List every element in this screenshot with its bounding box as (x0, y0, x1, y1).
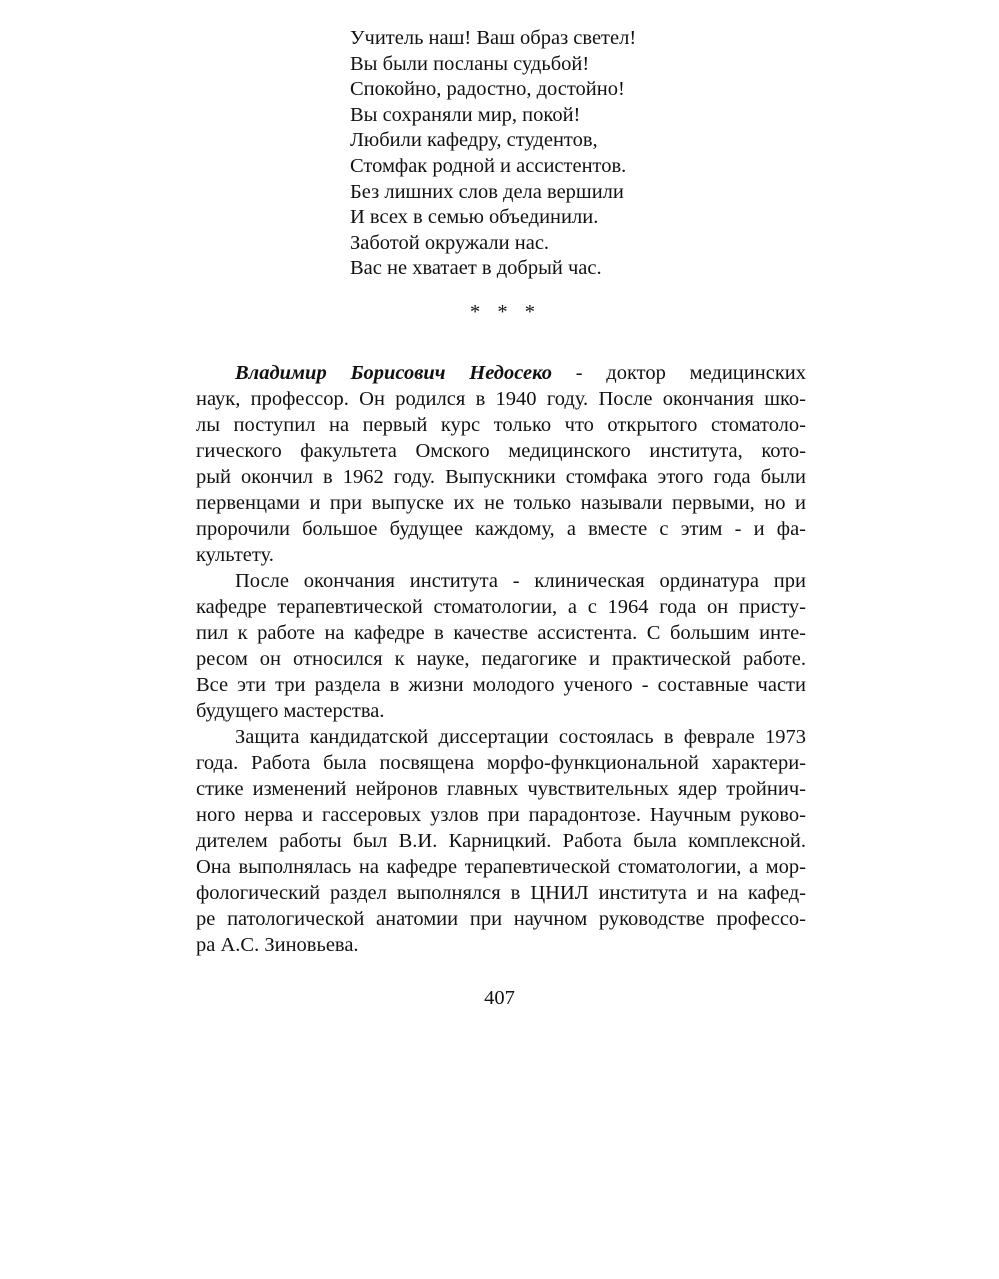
page-number: 407 (484, 987, 515, 1009)
paragraph-line: После окончания института - клиническая ординатура при (235, 570, 806, 592)
person-name: Владимир Борисович Недосеко (235, 362, 553, 384)
poem-line: И всех в семью объединили. (350, 206, 599, 229)
poem-line: Без лишних слов дела вершили (350, 180, 624, 203)
poem-line: Заботой окружали нас. (350, 231, 550, 254)
paragraph-line: дителем работы был В.И. Карницкий. Работа была комплексной. (196, 830, 806, 852)
paragraph-line: кафедре терапевтической стоматологии, а с 1964 года он присту- (196, 596, 806, 618)
paragraph-line: ре патологической анатомии при научном руководстве профессо- (196, 908, 806, 930)
paragraph-line: Все эти три раздела в жизни молодого ученого - составные части (196, 674, 806, 696)
poem-line: Любили кафедру, студентов, (350, 129, 598, 152)
section-separator: * * * (470, 301, 541, 323)
paragraph-line: ра А.С. Зиновьева. (196, 934, 359, 956)
paragraph-line: Она выполнялась на кафедре терапевтической стоматологии, а мор- (196, 856, 806, 878)
poem-line: Стомфак родной и ассистентов. (350, 154, 627, 177)
paragraph-line: пророчили большое будущее каждому, а вместе с этим - и фа- (196, 518, 806, 540)
paragraph-line: культету. (196, 544, 274, 566)
paragraph-line: фологический раздел выполнялся в ЦНИЛ института и на кафед- (196, 882, 806, 904)
poem-line: Учитель наш! Ваш образ светел! (350, 27, 637, 49)
paragraph-line: лы поступил на первый курс только что открытого стоматоло- (196, 414, 806, 436)
paragraph-line: ресом он относился к науке, педагогике и практической работе. (196, 648, 806, 670)
paragraph-line: наук, профессор. Он родился в 1940 году. После окончания шко- (196, 388, 806, 410)
paragraph-line: будущего мастерства. (196, 700, 385, 722)
paragraph-line: первенцами и при выпуске их не только называли первыми, но и (196, 492, 806, 514)
poem-line: Вас не хватает в добрый час. (350, 257, 602, 280)
paragraph-line: пил к работе на кафедре в качестве ассистента. С большим инте- (196, 622, 806, 644)
paragraph-line (196, 360, 806, 386)
paragraph-line: рый окончил в 1962 году. Выпускники стомфака этого года были (196, 466, 806, 488)
biography-text (196, 360, 806, 958)
paragraph-line: Защита кандидатской диссертации состоялась в феврале 1973 (235, 726, 806, 748)
paragraph-line: стике изменений нейронов главных чувствительных ядер тройнич- (196, 778, 806, 800)
paragraph-line: гического факультета Омского медицинского института, кото- (196, 440, 806, 462)
paragraph-line: года. Работа была посвящена морфо-функциональной характери- (196, 752, 806, 774)
paragraph-line-rest: - доктор медицинских (552, 362, 806, 384)
poem-line: Вы сохраняли мир, покой! (350, 103, 581, 126)
paragraph-line: ного нерва и гассеровых узлов при парадонтозе. Научным руково- (196, 804, 806, 826)
poem (350, 26, 636, 282)
poem-line: Спокойно, радостно, достойно! (350, 78, 625, 101)
poem-line: Вы были посланы судьбой! (350, 52, 590, 75)
